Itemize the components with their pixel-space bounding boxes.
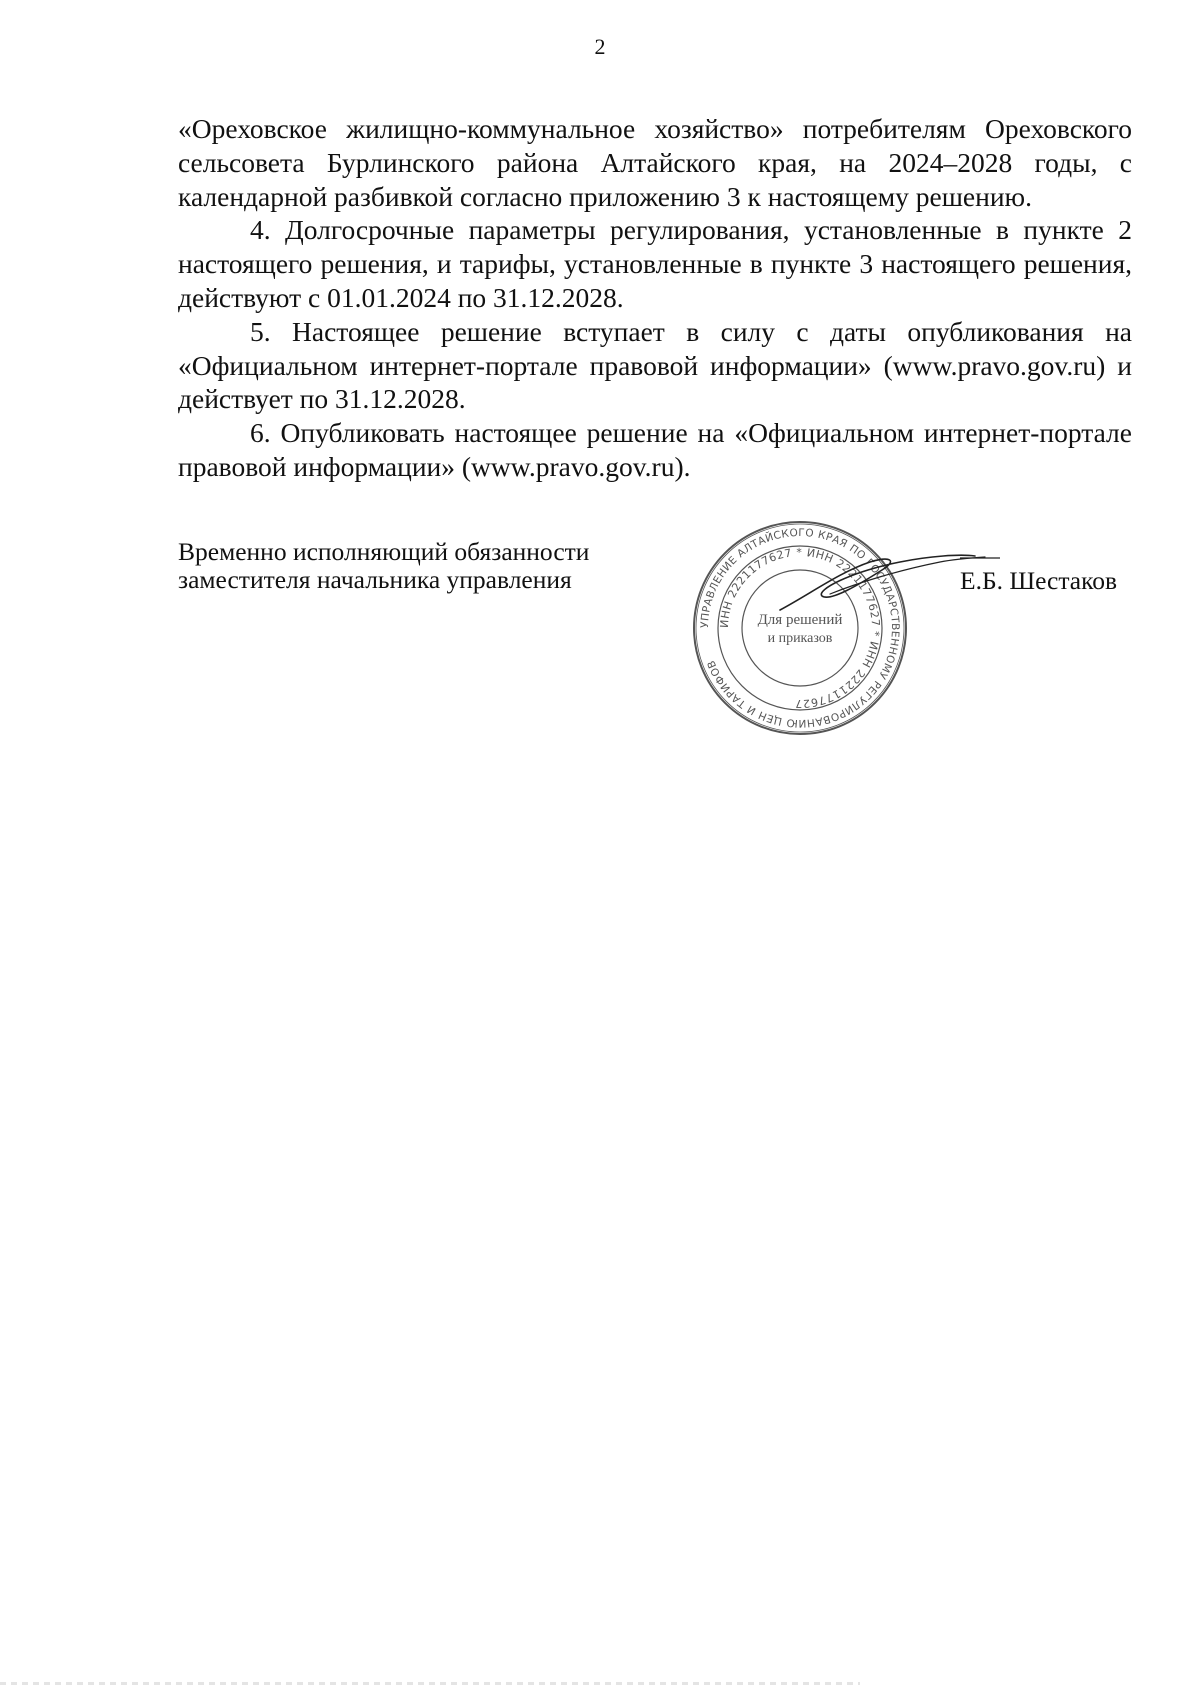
paragraph-continuation: «Ореховское жилищно-коммунальное хозяйство» потребителям Ореховского сельсовета Бурлинского района Алтайского края, на 2024–2028 годы, с календарной разбивкой согласно приложению 3 к настоящему решению. [178, 113, 1132, 212]
paragraph-5: 5. Настоящее решение вступает в силу с даты опубликования на «Официальном интернет-портале правовой информации» (www.pravo.gov.ru) и действует по 31.12.2028. [178, 315, 1132, 415]
signer-position-line-2: заместителя начальника управления [178, 565, 572, 594]
stamp-outer-text: УПРАВЛЕНИЕ АЛТАЙСКОГО КРАЯ ПО ГОСУДАРСТВЕННОМУ РЕГУЛИРОВАНИЮ ЦЕН И ТАРИФОВ [698, 526, 902, 730]
stamp-center-line-2: и приказов [767, 631, 833, 646]
stamp-center-line-1: Для решений [757, 612, 843, 628]
signer-position [178, 538, 589, 594]
stamp-inner-text: ИНН 2221177627 * ИНН 2221177627 * ИНН 2221177627 [717, 545, 883, 711]
paragraph-4: 4. Долгосрочные параметры регулирования, установленные в пункте 2 настоящего решения, и тарифы, установленные в пункте 3 настоящего решения, действуют с 01.01.2024 по 31.12.2028. [178, 214, 1132, 313]
paragraph-6: 6. Опубликовать настоящее решение на «Официальном интернет-портале правовой информации» (www.pravo.gov.ru). [178, 417, 1132, 482]
signer-name: Е.Б. Шестаков [960, 566, 1117, 595]
signer-position-line-1: Временно исполняющий обязанности [178, 537, 590, 566]
page-number: 2 [594, 34, 606, 59]
scan-edge-noise [0, 1682, 860, 1685]
document-body [178, 112, 1132, 484]
